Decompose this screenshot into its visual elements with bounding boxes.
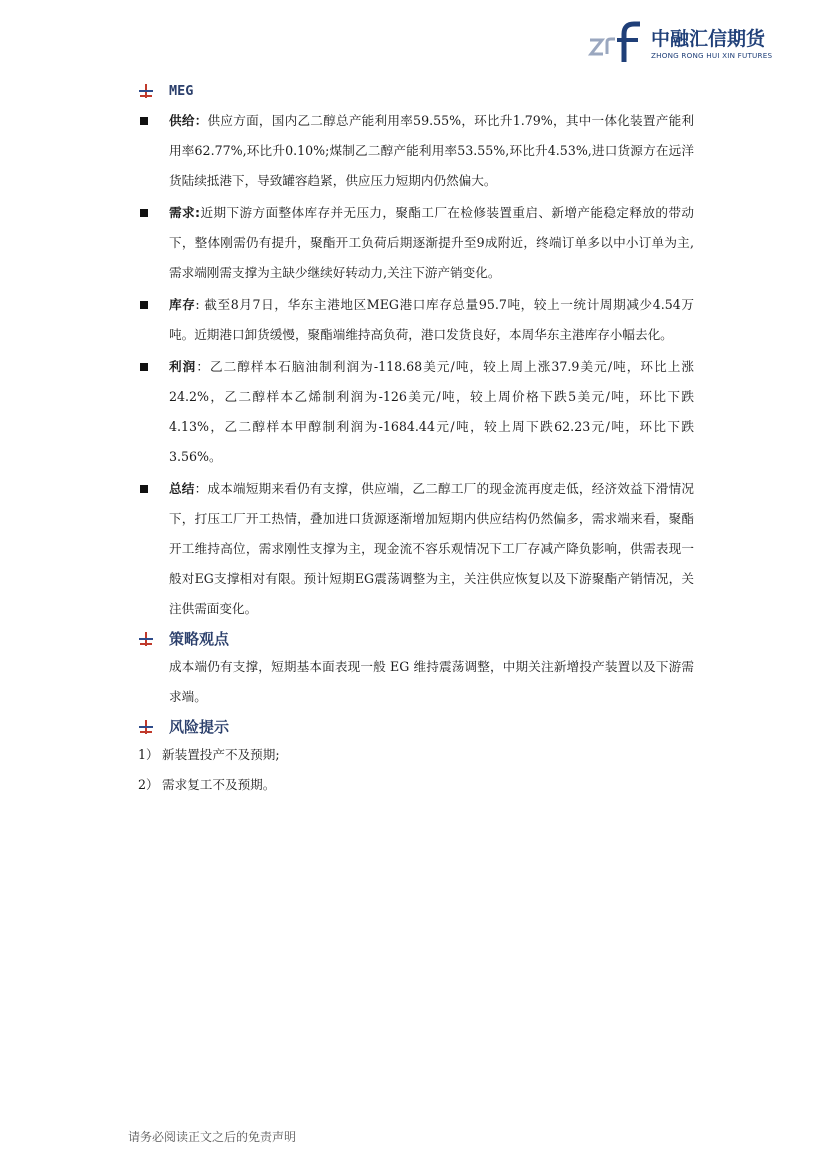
bullet-label: 库存 xyxy=(169,297,196,312)
section-marker-icon xyxy=(138,631,154,647)
section-heading-risk xyxy=(138,714,694,740)
section-title: 风险提示 xyxy=(169,718,230,736)
bullet-demand xyxy=(138,198,694,288)
bullet-label: 总结 xyxy=(169,481,195,496)
bullet-label: 供给： xyxy=(169,113,208,128)
risk-item-text: 新装置投产不及预期; xyxy=(162,747,280,762)
zrf-logo-mark-icon xyxy=(588,20,644,64)
section-heading-strategy xyxy=(138,626,694,652)
risk-item-number: 2） xyxy=(138,777,159,792)
risk-item xyxy=(138,770,694,800)
section-marker-icon xyxy=(138,83,154,99)
section-heading-meg xyxy=(138,78,694,104)
report-content xyxy=(138,78,694,800)
bullet-profit xyxy=(138,352,694,472)
square-bullet-icon xyxy=(140,301,148,309)
square-bullet-icon xyxy=(140,485,148,493)
risk-item-text: 需求复工不及预期。 xyxy=(162,777,276,792)
bullet-text: ：乙二醇样本石脑油制利润为-118.68美元/吨，较上周上涨37.9美元/吨，环比上涨24.2%，乙二醇样本乙烯制利润为-126美元/吨，较上周价格下跌5美元/吨，环比下跌4.13%，乙二醇样本甲醇制利润为-1684.44元/吨，较上周下跌62.23元/吨，环比下跌3.56%。 xyxy=(169,359,694,464)
bullet-summary xyxy=(138,474,694,624)
bullet-supply xyxy=(138,106,694,196)
square-bullet-icon xyxy=(140,209,148,217)
bullet-label: 利润 xyxy=(169,359,197,374)
bullet-inventory xyxy=(138,290,694,350)
logo-chinese-name: 中融汇信期货 xyxy=(651,28,766,50)
risk-item xyxy=(138,740,694,770)
company-logo xyxy=(588,20,788,66)
bullet-text: ：成本端短期来看仍有支撑，供应端，乙二醇工厂的现金流再度走低，经济效益下滑情况下，打压工厂开工热情，叠加进口货源逐渐增加短期内供应结构仍然偏多，需求端来看，聚酯开工维持高位，需求刚性支撑为主，现金流不容乐观情况下工厂存减产降负影响，供需表现一般对EG支撑相对有限。预计短期EG震荡调整为主，关注供应恢复以及下游聚酯产销情况，关注供需面变化。 xyxy=(169,481,695,616)
logo-english-name: ZHONG RONG HUI XIN FUTURES xyxy=(651,51,773,60)
bullet-label: 需求: xyxy=(169,205,201,220)
section-title: MEG xyxy=(169,83,194,99)
risk-item-number: 1） xyxy=(138,747,159,762)
bullet-text: : 截至8月7日，华东主港地区MEG港口库存总量95.7吨，较上一统计周期减少4.54万吨。近期港口卸货缓慢，聚酯端维持高负荷，港口发货良好，本周华东主港库存小幅去化。 xyxy=(169,297,694,342)
footer-disclaimer: 请务必阅读正文之后的免责声明 xyxy=(128,1130,297,1144)
square-bullet-icon xyxy=(140,363,148,371)
section-title: 策略观点 xyxy=(169,630,230,648)
bullet-text: 供应方面，国内乙二醇总产能利用率59.55%，环比升1.79%，其中一体化装置产能利用率62.77%,环比升0.10%;煤制乙二醇产能利用率53.55%,环比升4.53%,进口货源方在远洋货陆续抵港下，导致罐容趋紧，供应压力短期内仍然偏大。 xyxy=(169,113,695,188)
square-bullet-icon xyxy=(140,117,148,125)
section-marker-icon xyxy=(138,719,154,735)
strategy-text: 成本端仍有支撑，短期基本面表现一般 EG 维持震荡调整，中期关注新增投产装置以及下游需求端。 xyxy=(169,659,694,704)
bullet-text: 近期下游方面整体库存并无压力，聚酯工厂在检修装置重启、新增产能稳定释放的带动下，整体刚需仍有提升，聚酯开工负荷后期逐渐提升至9成附近，终端订单多以中小订单为主,需求端刚需支撑为主缺少继续好转动力,关注下游产销变化。 xyxy=(169,205,695,280)
